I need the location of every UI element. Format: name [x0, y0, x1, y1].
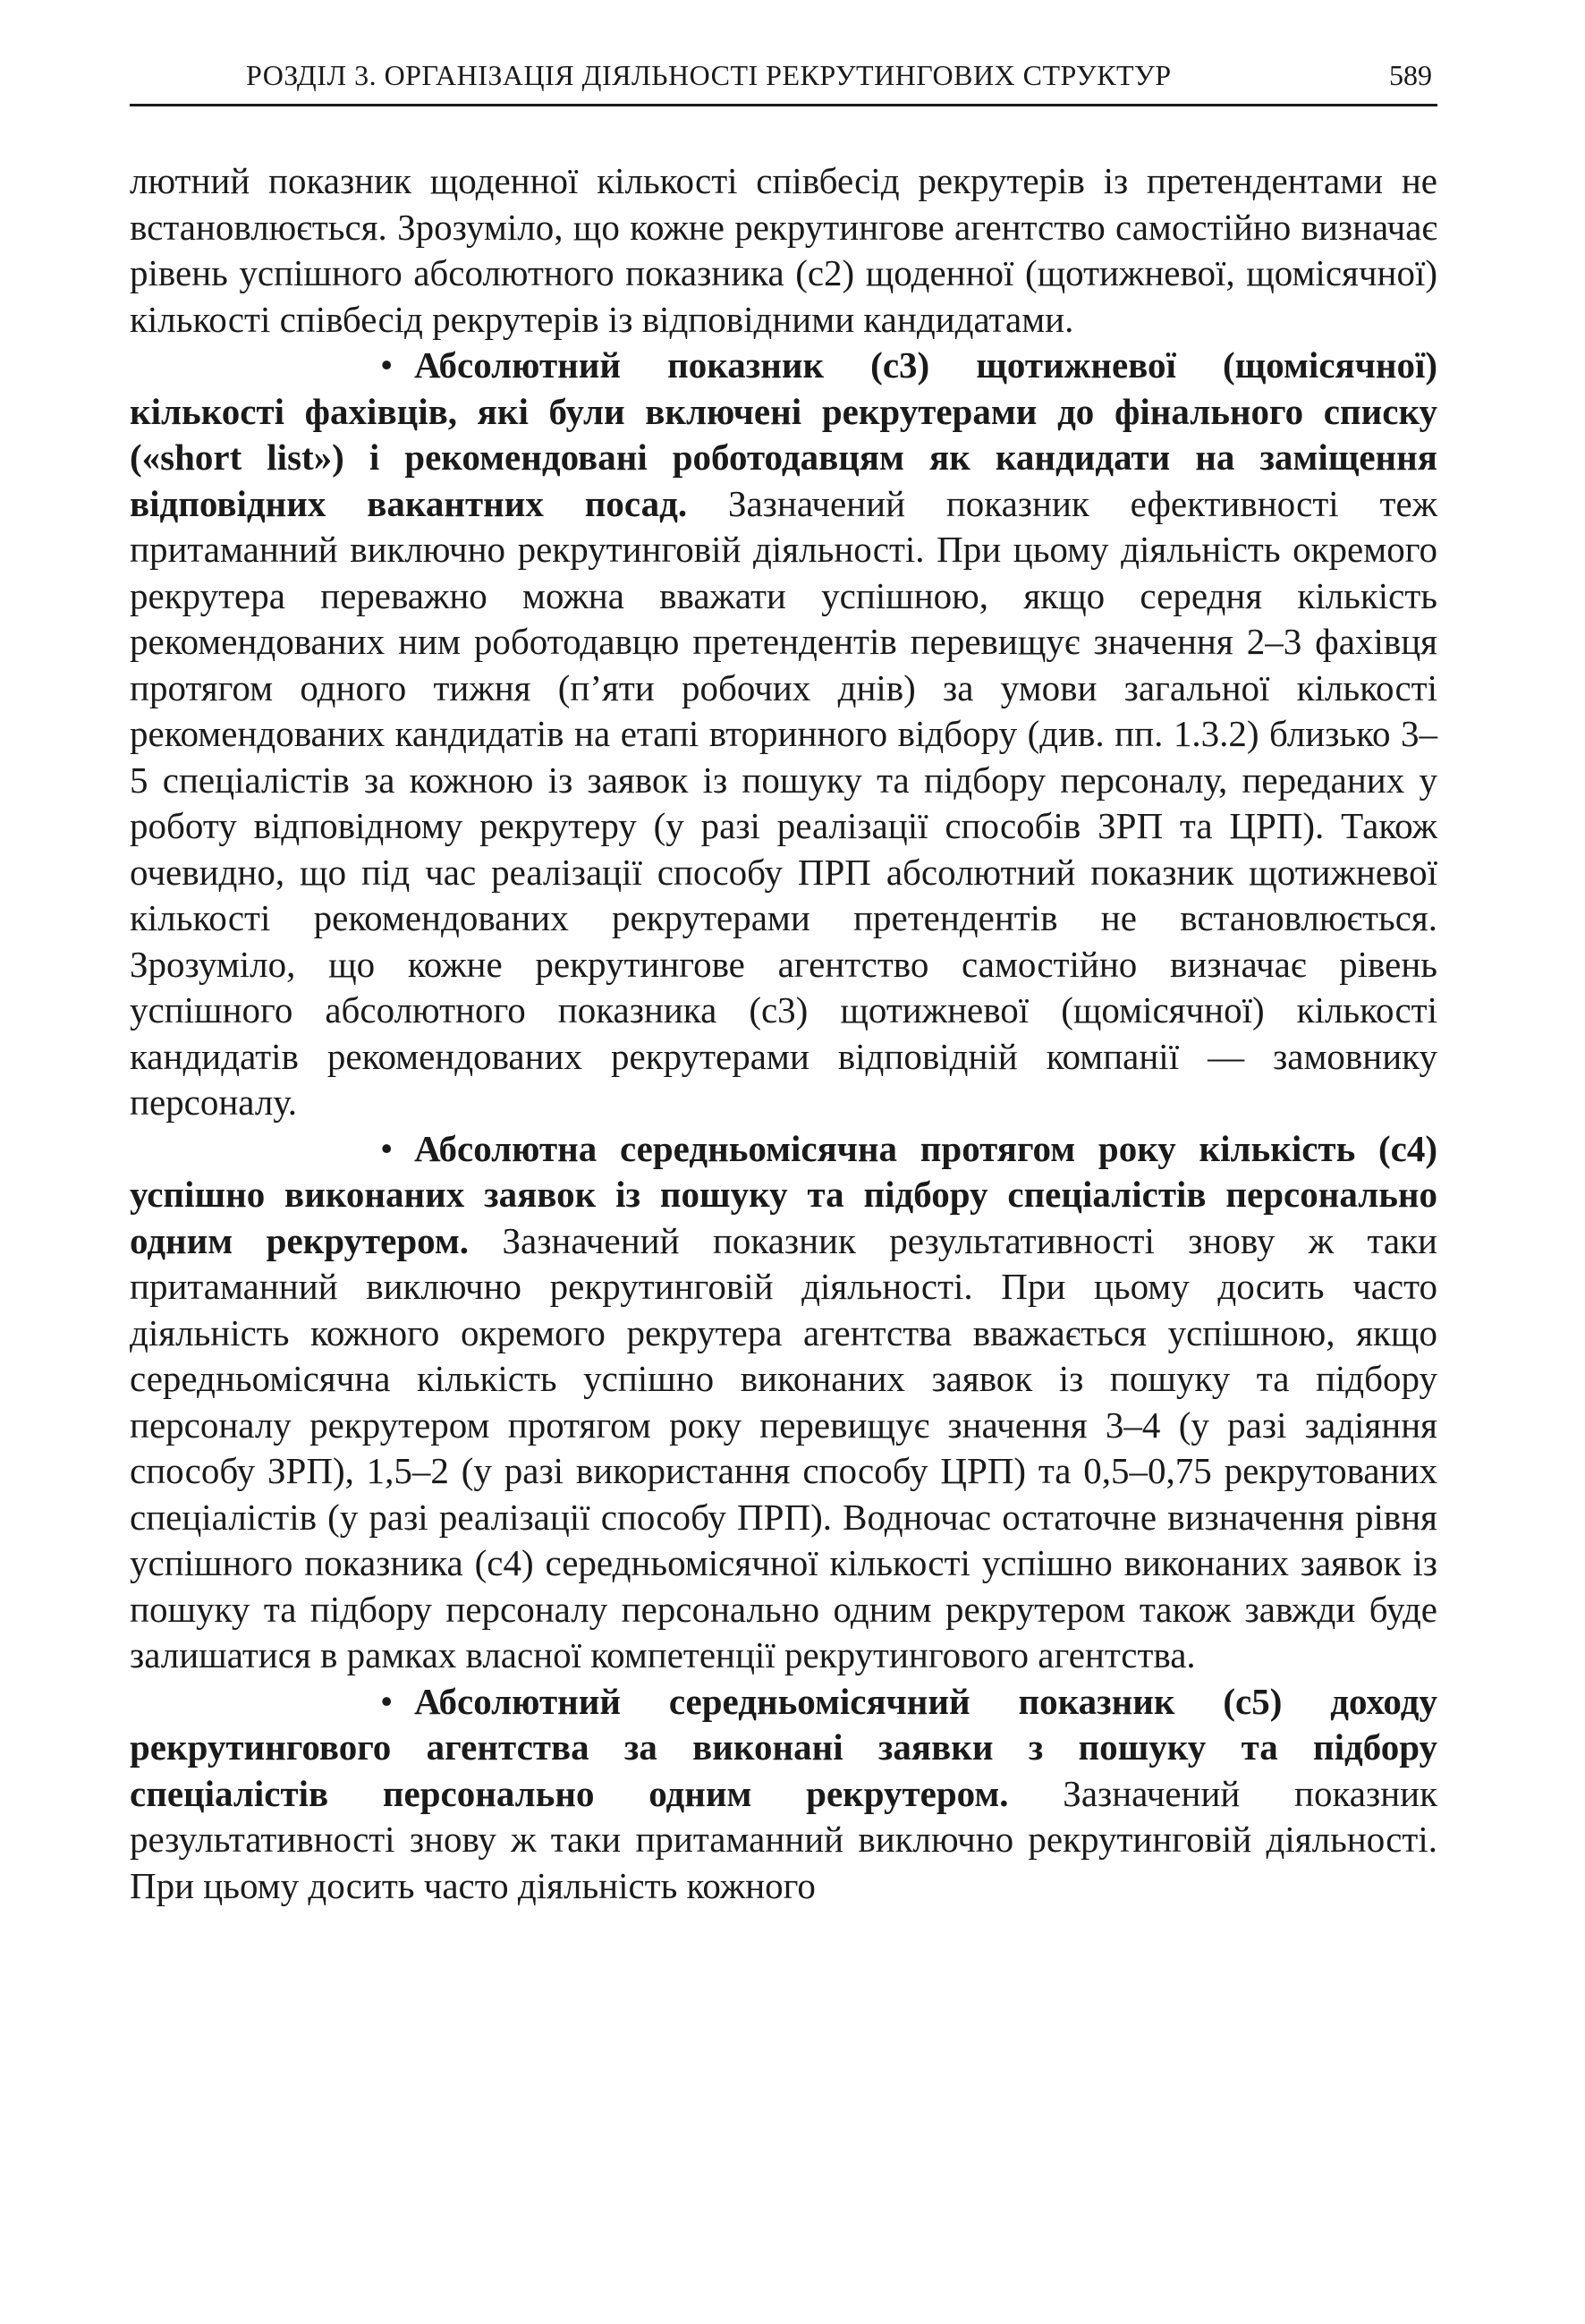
paragraph-text: лютний показник щоденної кількості співбесід рекрутерів із претендентами не встановлюється. Зрозуміло, що кожне рекрутингове агентство самостійно визначає рівень успішного абсолютного показника (с2) щоденної (щотижневої, щомісячної) кількості співбесід рекрутерів із відповідними кандидатами. [130, 160, 1437, 340]
paragraph-continuation [130, 158, 1437, 343]
page [130, 54, 1437, 1909]
paragraph-text: Зазначений показник результативності знову ж таки притаманний виключно рекрутинговій діяльності. При цьому досить часто діяльність кожного окремого рекрутера агентства вважається успішною, якщо середньомісячна кількість успішно виконаних заявок із пошуку та підбору персоналу рекрутером протягом року перевищує значення 3–4 (у разі задіяння способу ЗРП), 1,5–2 (у разі використання способу ЦРП) та 0,5–0,75 рекрутованих спеціалістів (у разі реалізації способу ПРП). Водночас остаточне визначення рівня успішного показника (с4) середньомісячної кількості успішно виконаних заявок із пошуку та підбору персоналу персонально одним рекрутером також завжди буде залишатися в рамках власної компетенції рекрутингового агентства. [130, 1219, 1437, 1675]
bullet-icon: • [380, 1680, 394, 1722]
body-text [130, 158, 1437, 1909]
bullet-icon: • [380, 344, 394, 386]
bullet-icon: • [380, 1127, 394, 1169]
bullet-paragraph-c4 [130, 1126, 1437, 1679]
bullet-paragraph-c5 [130, 1679, 1437, 1910]
paragraph-text: Зазначений показник результативності знову ж таки притаманний виключно рекрутинговій діяльності. При цьому досить часто діяльність кожного [130, 1772, 1437, 1906]
paragraph-heading: Абсолютний показник (с3) щотижневої (щомісячної) кількості фахівців, які були включені рекрутерами до фінального списку («short list») і рекомендовані роботодавцям як кандидати на заміщення відповідних вакантних посад. [130, 344, 1437, 524]
bullet-paragraph-c3 [130, 343, 1437, 1126]
running-header [130, 54, 1437, 106]
paragraph-heading: Абсолютний середньомісячний показник (с5) доходу рекрутингового агентства за виконані заявки з пошуку та підбору спеціалістів персонально одним рекрутером. [130, 1680, 1437, 1814]
paragraph-text: Зазначений показник ефективності теж притаманний виключно рекрутинговій діяльності. При цьому діяльність окремого рекрутера переважно можна вважати успішною, якщо середня кількість рекомендованих ним роботодавцю претендентів перевищує значення 2–3 фахівця протягом одного тижня (п’яти робочих днів) за умови загальної кількості рекомендованих кандидатів на етапі вторинного відбору (див. пп. 1.3.2) близько 3–5 спеціалістів за кожною із заявок із пошуку та підбору персоналу, переданих у роботу відповідному рекрутеру (у разі реалізації способів ЗРП та ЦРП). Також очевидно, що під час реалізації способу ПРП абсолютний показник щотижневої кількості рекомендованих рекрутерами претендентів не встановлюється. Зрозуміло, що кожне рекрутингове агентство самостійно визначає рівень успішного абсолютного показника (с3) щотижневої (щомісячної) кількості кандидатів рекомендованих рекрутерами відповідній компанії — замовнику персоналу. [130, 482, 1437, 1123]
paragraph-heading: Абсолютна середньомісячна протягом року кількість (с4) успішно виконаних заявок із пошуку та підбору спеціалістів персонально одним рекрутером. [130, 1127, 1437, 1261]
running-header-title: РОЗДІЛ 3. ОРГАНІЗАЦІЯ ДІЯЛЬНОСТІ РЕКРУТИНГОВИХ СТРУКТУР [246, 59, 1172, 91]
page-number: 589 [1389, 59, 1432, 91]
